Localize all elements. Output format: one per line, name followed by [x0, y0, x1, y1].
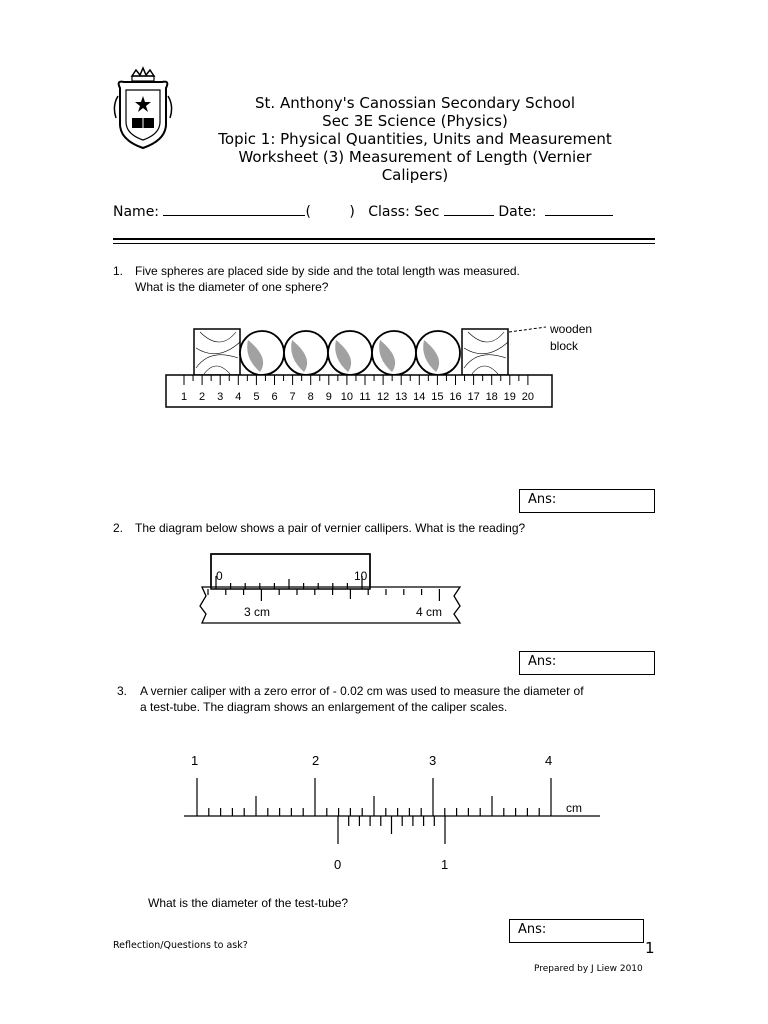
school-crest-logo: [112, 66, 174, 152]
index-field[interactable]: [315, 204, 349, 216]
q3-text-line1: A vernier caliper with a zero error of - 0.02 cm was used to measure the diameter of: [140, 684, 584, 698]
q2-ans-label: Ans:: [528, 654, 557, 669]
vernier-label-10: 10: [354, 569, 368, 583]
ruler-number: 19: [503, 391, 516, 403]
unit-label: cm: [566, 801, 582, 815]
worksheet-title: Worksheet (3) Measurement of Length (Vernier: [238, 148, 592, 166]
ruler-number: 18: [485, 391, 498, 403]
ruler-number: 20: [521, 391, 535, 403]
wooden-label-line1: wooden: [550, 322, 593, 336]
ruler-number: 14: [413, 391, 426, 403]
q1-text-line2: What is the diameter of one sphere?: [135, 280, 329, 294]
ruler-number: 12: [376, 391, 390, 403]
school-name: St. Anthony's Canossian Secondary School: [255, 94, 575, 112]
ruler-number: 3: [217, 391, 224, 403]
info-line: [113, 203, 613, 220]
q3-ans-label: Ans:: [518, 922, 547, 937]
main-label-3cm: 3 cm: [244, 605, 271, 619]
date-field[interactable]: [545, 203, 613, 216]
page-number: 1: [645, 939, 655, 957]
vernier-label-0: 0: [216, 569, 223, 583]
spheres: [240, 331, 460, 375]
prepared-by: Prepared by J Liew 2010: [534, 964, 643, 974]
class-field[interactable]: [444, 203, 494, 216]
q2-answer-box[interactable]: [519, 651, 655, 675]
ruler-number: 15: [431, 391, 444, 403]
figure-caliper-scale-enlargement: [180, 748, 610, 878]
q2-text-line1: The diagram below shows a pair of vernier callipers. What is the reading?: [135, 521, 526, 535]
ruler-number: 6: [271, 391, 278, 403]
q1-text-line1: Five spheres are placed side by side and the total length was measured.: [135, 264, 520, 278]
vernier-plate: [211, 554, 370, 589]
main-scale-label-4: 4: [545, 753, 553, 768]
ruler-number: 5: [253, 391, 260, 403]
q3-text-line2: a test-tube. The diagram shows an enlargement of the caliper scales.: [140, 700, 508, 714]
figure-vernier-callipers: [198, 552, 468, 628]
main-scale-label-2: 2: [312, 753, 320, 768]
q3-number: 3.: [117, 684, 128, 698]
header-divider-thin: [113, 243, 655, 244]
date-label: Date:: [498, 204, 537, 220]
subject-title: Sec 3E Science (Physics): [322, 112, 508, 130]
q3-sub-question: What is the diameter of the test-tube?: [148, 896, 349, 910]
ruler-number: 16: [449, 391, 462, 403]
ruler-number: 9: [325, 391, 332, 403]
wooden-block-left: [194, 329, 240, 375]
ruler-number: 7: [289, 391, 296, 403]
name-label: Name:: [113, 204, 160, 220]
header-divider: [113, 238, 655, 240]
main-label-4cm: 4 cm: [416, 605, 443, 619]
wooden-label-line2: block: [550, 339, 579, 353]
vernier-scale-label-1: 1: [441, 857, 449, 872]
ruler-number: 2: [199, 391, 206, 403]
figure-spheres-ruler: [160, 318, 610, 418]
reflection-prompt: Reflection/Questions to ask?: [113, 940, 248, 951]
name-field[interactable]: [163, 203, 305, 216]
q3-answer-box[interactable]: [509, 919, 644, 943]
ruler-number: 1: [180, 391, 188, 403]
topic-title: Topic 1: Physical Quantities, Units and Measurement: [218, 130, 612, 148]
ruler-number: 8: [307, 391, 314, 403]
ruler-number: 10: [340, 391, 354, 403]
ruler-number: 13: [395, 391, 408, 403]
ruler-number: 4: [235, 391, 242, 403]
q1-ans-label: Ans:: [528, 492, 557, 507]
ruler-number: 17: [467, 391, 480, 403]
index-paren-close: ): [349, 204, 355, 220]
worksheet-title-cont: Calipers): [381, 166, 449, 184]
main-scale-label-1: 1: [191, 753, 199, 768]
q2-number: 2.: [113, 521, 124, 535]
q1-number: 1.: [113, 264, 124, 278]
index-paren-open: (: [305, 204, 311, 220]
ruler-number: 11: [359, 391, 371, 403]
vernier-scale-label-0: 0: [334, 857, 342, 872]
main-scale-label-3: 3: [429, 753, 437, 768]
q1-answer-box[interactable]: [519, 489, 655, 513]
class-label: Class: Sec: [368, 204, 440, 220]
wooden-block-right: [462, 329, 508, 375]
